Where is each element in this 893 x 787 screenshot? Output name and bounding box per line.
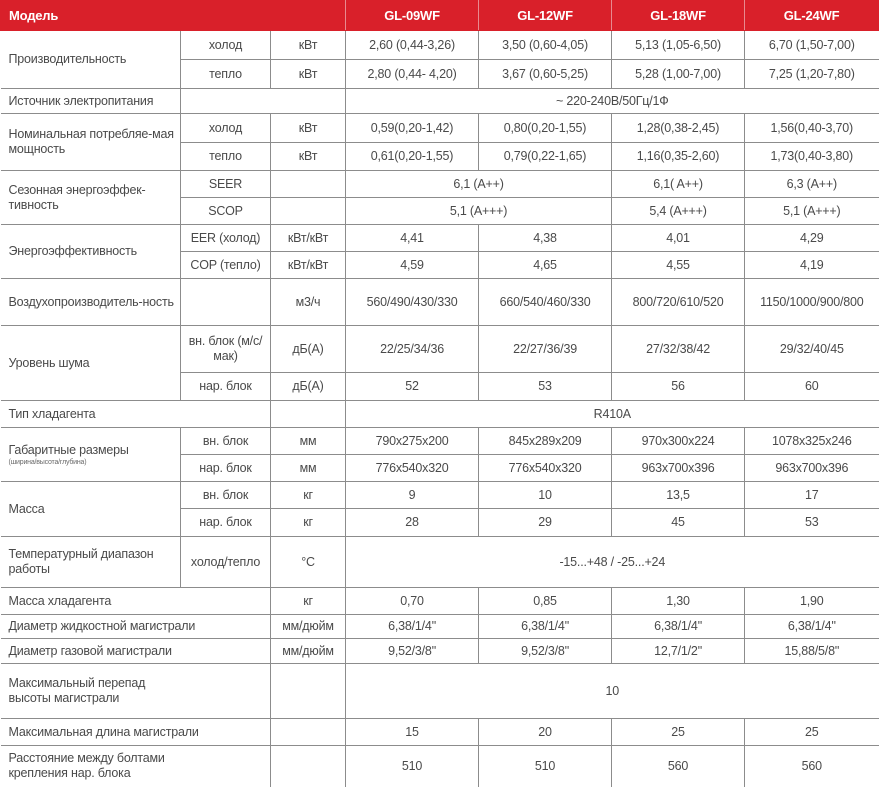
table-row bbox=[1, 401, 879, 428]
value-cell: 4,19 bbox=[745, 252, 879, 279]
table-row bbox=[1, 31, 879, 60]
value-cell: 510 bbox=[479, 746, 612, 787]
table-row bbox=[1, 279, 879, 326]
value-cell: 4,29 bbox=[745, 225, 879, 252]
mode-cell: тепло bbox=[181, 143, 271, 171]
empty-cell bbox=[271, 664, 346, 719]
value-cell: 22/27/36/39 bbox=[479, 326, 612, 373]
value-cell: 28 bbox=[346, 509, 479, 537]
table-row bbox=[1, 89, 879, 114]
value-cell: 0,80(0,20-1,55) bbox=[479, 114, 612, 143]
value-cell: 510 bbox=[346, 746, 479, 787]
value-cell: 963x700x396 bbox=[612, 455, 745, 482]
unit-cell: кВт/кВт bbox=[271, 225, 346, 252]
value-cell: 0,85 bbox=[479, 588, 612, 615]
value-cell: 52 bbox=[346, 373, 479, 401]
unit-cell: кг bbox=[271, 588, 346, 615]
mode-cell: вн. блок bbox=[181, 428, 271, 455]
row-label bbox=[1, 428, 181, 482]
mode-cell: холод bbox=[181, 31, 271, 60]
unit-cell: кВт/кВт bbox=[271, 252, 346, 279]
row-label: Номинальная потребляе-мая мощность bbox=[1, 114, 181, 171]
value-cell: 12,7/1/2" bbox=[612, 639, 745, 664]
value-cell: 2,80 (0,44- 4,20) bbox=[346, 60, 479, 89]
row-label: Диаметр жидкостной магистрали bbox=[1, 615, 271, 639]
table-row bbox=[1, 482, 879, 509]
value-cell: 53 bbox=[479, 373, 612, 401]
table-row bbox=[1, 615, 879, 639]
empty-cell bbox=[181, 279, 271, 326]
value-cell: 660/540/460/330 bbox=[479, 279, 612, 326]
value-cell: 15 bbox=[346, 719, 479, 746]
value-cell: 5,13 (1,05-6,50) bbox=[612, 31, 745, 60]
row-label: Максимальный перепад высоты магистрали bbox=[1, 664, 271, 719]
value-cell: 13,5 bbox=[612, 482, 745, 509]
unit-cell: кг bbox=[271, 482, 346, 509]
unit-cell: мм bbox=[271, 455, 346, 482]
unit-cell: дБ(А) bbox=[271, 326, 346, 373]
value-cell: 6,38/1/4" bbox=[612, 615, 745, 639]
table-row bbox=[1, 639, 879, 664]
mode-cell: COP (тепло) bbox=[181, 252, 271, 279]
value-cell: 9,52/3/8" bbox=[479, 639, 612, 664]
table-row bbox=[1, 114, 879, 143]
unit-cell: мм/дюйм bbox=[271, 615, 346, 639]
model-header-cell: GL-12WF bbox=[479, 1, 612, 31]
value-cell: 4,59 bbox=[346, 252, 479, 279]
value-cell: 9 bbox=[346, 482, 479, 509]
empty-cell bbox=[271, 171, 346, 198]
mode-cell: нар. блок bbox=[181, 509, 271, 537]
value-cell: 4,01 bbox=[612, 225, 745, 252]
mode-cell: тепло bbox=[181, 60, 271, 89]
value-cell: 6,38/1/4" bbox=[745, 615, 879, 639]
value-cell: 0,59(0,20-1,42) bbox=[346, 114, 479, 143]
table-row bbox=[1, 171, 879, 198]
value-cell: 1,73(0,40-3,80) bbox=[745, 143, 879, 171]
value-cell: 560/490/430/330 bbox=[346, 279, 479, 326]
value-cell: 5,1 (A+++) bbox=[745, 198, 879, 225]
value-cell: 0,70 bbox=[346, 588, 479, 615]
value-cell: 6,1( A++) bbox=[612, 171, 745, 198]
value-cell: 4,55 bbox=[612, 252, 745, 279]
value-cell: 20 bbox=[479, 719, 612, 746]
table-row bbox=[1, 719, 879, 746]
unit-cell: мм bbox=[271, 428, 346, 455]
empty-cell bbox=[271, 401, 346, 428]
value-cell: 1,90 bbox=[745, 588, 879, 615]
value-cell: 10 bbox=[479, 482, 612, 509]
value-cell: 56 bbox=[612, 373, 745, 401]
value-cell: 776x540x320 bbox=[479, 455, 612, 482]
unit-cell: мм/дюйм bbox=[271, 639, 346, 664]
table-row bbox=[1, 428, 879, 455]
row-label: Сезонная энергоэффек-тивность bbox=[1, 171, 181, 225]
dimensions-label: Габаритные размеры bbox=[8, 442, 129, 457]
value-cell: 25 bbox=[745, 719, 879, 746]
mode-cell: холод/тепло bbox=[181, 537, 271, 588]
merged-value-cell: 10 bbox=[346, 664, 879, 719]
empty-cell bbox=[181, 89, 346, 114]
value-cell: 790x275x200 bbox=[346, 428, 479, 455]
row-label: Энергоэффективность bbox=[1, 225, 181, 279]
row-label: Масса bbox=[1, 482, 181, 537]
row-label: Максимальная длина магистрали bbox=[1, 719, 271, 746]
row-label: Масса хладагента bbox=[1, 588, 271, 615]
value-cell: 560 bbox=[745, 746, 879, 787]
merged-value-cell: ~ 220-240В/50Гц/1Ф bbox=[346, 89, 879, 114]
value-cell: 60 bbox=[745, 373, 879, 401]
unit-cell: дБ(А) bbox=[271, 373, 346, 401]
value-cell: 845x289x209 bbox=[479, 428, 612, 455]
value-cell: 3,50 (0,60-4,05) bbox=[479, 31, 612, 60]
mode-cell: вн. блок (м/с/мак) bbox=[181, 326, 271, 373]
unit-cell: кВт bbox=[271, 60, 346, 89]
mode-cell: холод bbox=[181, 114, 271, 143]
value-cell: 6,38/1/4" bbox=[479, 615, 612, 639]
merged-value-cell: R410A bbox=[346, 401, 879, 428]
value-cell: 25 bbox=[612, 719, 745, 746]
empty-cell bbox=[271, 719, 346, 746]
merged-value-cell: 6,1 (A++) bbox=[346, 171, 612, 198]
value-cell: 17 bbox=[745, 482, 879, 509]
value-cell: 45 bbox=[612, 509, 745, 537]
value-cell: 1,56(0,40-3,70) bbox=[745, 114, 879, 143]
merged-value-cell: 5,1 (A+++) bbox=[346, 198, 612, 225]
value-cell: 776x540x320 bbox=[346, 455, 479, 482]
value-cell: 4,65 bbox=[479, 252, 612, 279]
value-cell: 7,25 (1,20-7,80) bbox=[745, 60, 879, 89]
value-cell: 4,38 bbox=[479, 225, 612, 252]
value-cell: 22/25/34/36 bbox=[346, 326, 479, 373]
value-cell: 15,88/5/8" bbox=[745, 639, 879, 664]
table-row bbox=[1, 537, 879, 588]
value-cell: 560 bbox=[612, 746, 745, 787]
table-row bbox=[1, 664, 879, 719]
value-cell: 2,60 (0,44-3,26) bbox=[346, 31, 479, 60]
value-cell: 27/32/38/42 bbox=[612, 326, 745, 373]
mode-cell: EER (холод) bbox=[181, 225, 271, 252]
table-row bbox=[1, 588, 879, 615]
mode-cell: вн. блок bbox=[181, 482, 271, 509]
value-cell: 4,41 bbox=[346, 225, 479, 252]
unit-cell: кВт bbox=[271, 114, 346, 143]
mode-cell: SCOP bbox=[181, 198, 271, 225]
unit-cell: кВт bbox=[271, 143, 346, 171]
value-cell: 963x700x396 bbox=[745, 455, 879, 482]
value-cell: 1150/1000/900/800 bbox=[745, 279, 879, 326]
value-cell: 53 bbox=[745, 509, 879, 537]
model-header: Модель bbox=[1, 1, 346, 31]
unit-cell: кг bbox=[271, 509, 346, 537]
model-header-cell: GL-09WF bbox=[346, 1, 479, 31]
model-header-cell: GL-18WF bbox=[612, 1, 745, 31]
value-cell: 0,79(0,22-1,65) bbox=[479, 143, 612, 171]
value-cell: 970x300x224 bbox=[612, 428, 745, 455]
empty-cell bbox=[271, 198, 346, 225]
mode-cell: нар. блок bbox=[181, 373, 271, 401]
table-row bbox=[1, 225, 879, 252]
row-label: Температурный диапазон работы bbox=[1, 537, 181, 588]
value-cell: 1,28(0,38-2,45) bbox=[612, 114, 745, 143]
value-cell: 800/720/610/520 bbox=[612, 279, 745, 326]
empty-cell bbox=[271, 746, 346, 787]
value-cell: 1,16(0,35-2,60) bbox=[612, 143, 745, 171]
unit-cell: м3/ч bbox=[271, 279, 346, 326]
unit-cell: °С bbox=[271, 537, 346, 588]
dimensions-sublabel: (ширина/высота/глубина) bbox=[8, 458, 87, 466]
row-label: Воздухопроизводитель-ность bbox=[1, 279, 181, 326]
table-row bbox=[1, 326, 879, 373]
merged-value-cell: -15...+48 / -25...+24 bbox=[346, 537, 879, 588]
row-label: Расстояние между болтами крепления нар. блока bbox=[1, 746, 271, 787]
row-label: Диаметр газовой магистрали bbox=[1, 639, 271, 664]
value-cell: 29/32/40/45 bbox=[745, 326, 879, 373]
unit-cell: кВт bbox=[271, 31, 346, 60]
value-cell: 6,3 (A++) bbox=[745, 171, 879, 198]
value-cell: 3,67 (0,60-5,25) bbox=[479, 60, 612, 89]
value-cell: 5,4 (A+++) bbox=[612, 198, 745, 225]
row-label: Уровень шума bbox=[1, 326, 181, 401]
table-row bbox=[1, 746, 879, 787]
table-header-row bbox=[1, 1, 879, 31]
mode-cell: нар. блок bbox=[181, 455, 271, 482]
row-label: Тип хладагента bbox=[1, 401, 271, 428]
model-header-cell: GL-24WF bbox=[745, 1, 879, 31]
value-cell: 5,28 (1,00-7,00) bbox=[612, 60, 745, 89]
value-cell: 0,61(0,20-1,55) bbox=[346, 143, 479, 171]
value-cell: 29 bbox=[479, 509, 612, 537]
value-cell: 9,52/3/8" bbox=[346, 639, 479, 664]
row-label: Производительность bbox=[1, 31, 181, 89]
value-cell: 1078x325x246 bbox=[745, 428, 879, 455]
value-cell: 6,38/1/4" bbox=[346, 615, 479, 639]
value-cell: 6,70 (1,50-7,00) bbox=[745, 31, 879, 60]
row-label: Источник электропитания bbox=[1, 89, 181, 114]
value-cell: 1,30 bbox=[612, 588, 745, 615]
mode-cell: SEER bbox=[181, 171, 271, 198]
